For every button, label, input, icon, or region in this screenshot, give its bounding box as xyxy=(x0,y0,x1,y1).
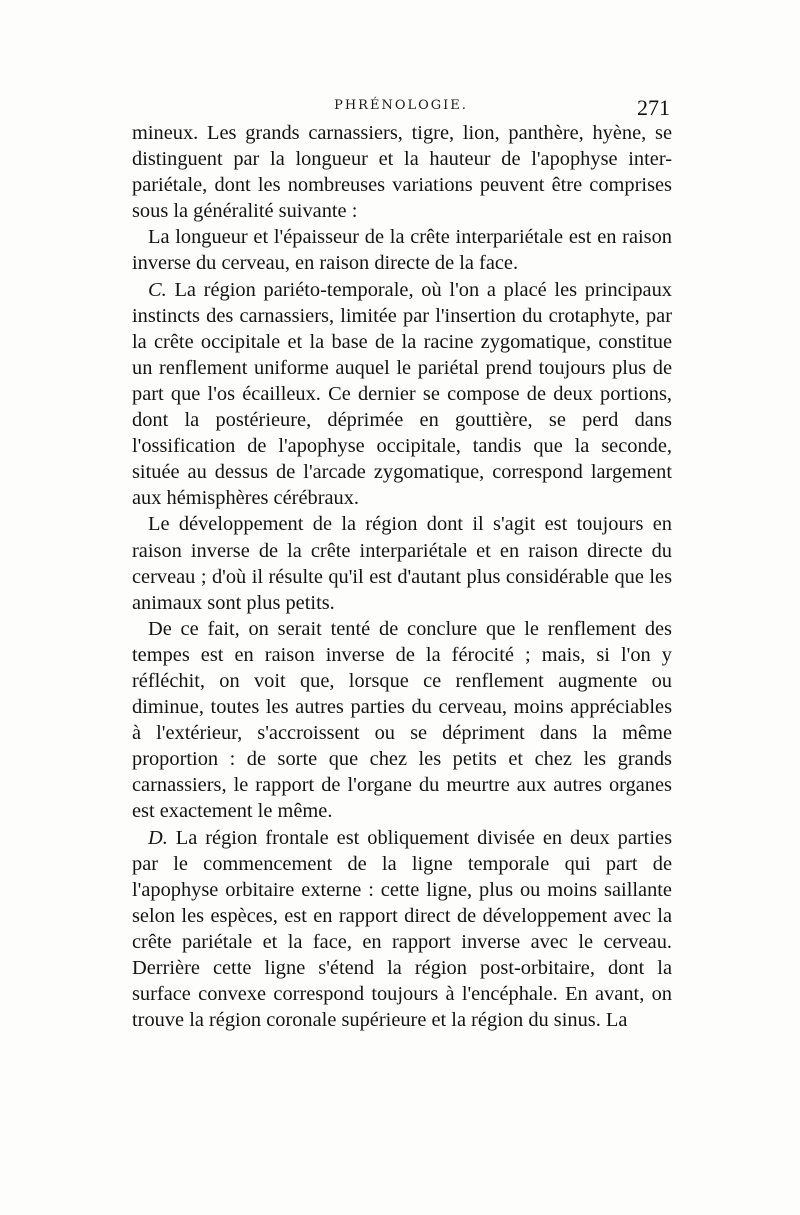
running-title: PHRÉNOLOGIE. xyxy=(334,98,468,113)
paragraph-text: La région frontale est obliquement divisée en deux parties par le commencement de la ligne temporale qui part de l'apophyse orbitaire externe : cette ligne, plus ou moins saillante selon les espèces, est en rapport direct de développement avec la crête pariétale et la face, en rapport inverse avec le cerveau. Derrière cette ligne s'étend la région post-orbitaire, dont la surface convexe correspond toujours à l'encéphale. En avant, on trouve la région coronale supérieure et la région du sinus. La xyxy=(132,826,672,1032)
paragraph-5 xyxy=(132,616,672,825)
page-header xyxy=(132,95,670,122)
paragraph-1 xyxy=(132,120,672,224)
paragraph-text: De ce fait, on serait tenté de conclure que le renflement des tempes est en raison inverse de la férocité ; mais, si l'on y réfléchit, on voit que, lorsque ce renflement augmente ou diminue, toutes les autres parties du cerveau, moins appréciables à l'extérieur, s'accroissent ou se dépriment dans la même proportion : de sorte que chez les petits et chez les grands carnassiers, le rapport de l'organe du meurtre aux autres organes est exactement le même. xyxy=(132,617,672,823)
paragraph-2 xyxy=(132,224,672,276)
body-text xyxy=(132,120,672,1033)
paragraph-6 xyxy=(132,825,672,1034)
paragraph-3 xyxy=(132,277,672,512)
paragraph-text: Le développement de la région dont il s'agit est toujours en raison inverse de la crête interpariétale et en raison directe du cerveau ; d'où il résulte qu'il est d'autant plus considérable que les animaux sont plus petits. xyxy=(132,513,672,614)
paragraph-text: La longueur et l'épaisseur de la crête interpariétale est en raison inverse du cerveau, en raison directe de la face. xyxy=(132,226,672,275)
page-number: 271 xyxy=(637,95,670,120)
paragraph-4 xyxy=(132,511,672,615)
paragraph-text: La région pariéto-temporale, où l'on a placé les principaux instincts des carnassiers, limitée par l'insertion du crotaphyte, par la crête occipitale et la base de la racine zygomatique, constitue un renflement uniforme auquel le pariétal prend toujours plus de part que l'os écailleux. Ce dernier se compose de deux portions, dont la postérieure, déprimée en gouttière, se perd dans l'ossification de l'apophyse occipitale, tandis que la seconde, située au dessus de l'arcade zygomatique, correspond largement aux hémisphères cérébraux. xyxy=(132,278,672,510)
paragraph-text: mineux. Les grands carnassiers, tigre, lion, panthère, hyène, se distinguent par la longueur et la hauteur de l'apophyse inter-pariétale, dont les nombreuses variations peuvent être comprises sous la généralité suivante : xyxy=(132,122,672,223)
section-letter: D. xyxy=(148,826,168,849)
section-letter: C. xyxy=(148,278,167,301)
